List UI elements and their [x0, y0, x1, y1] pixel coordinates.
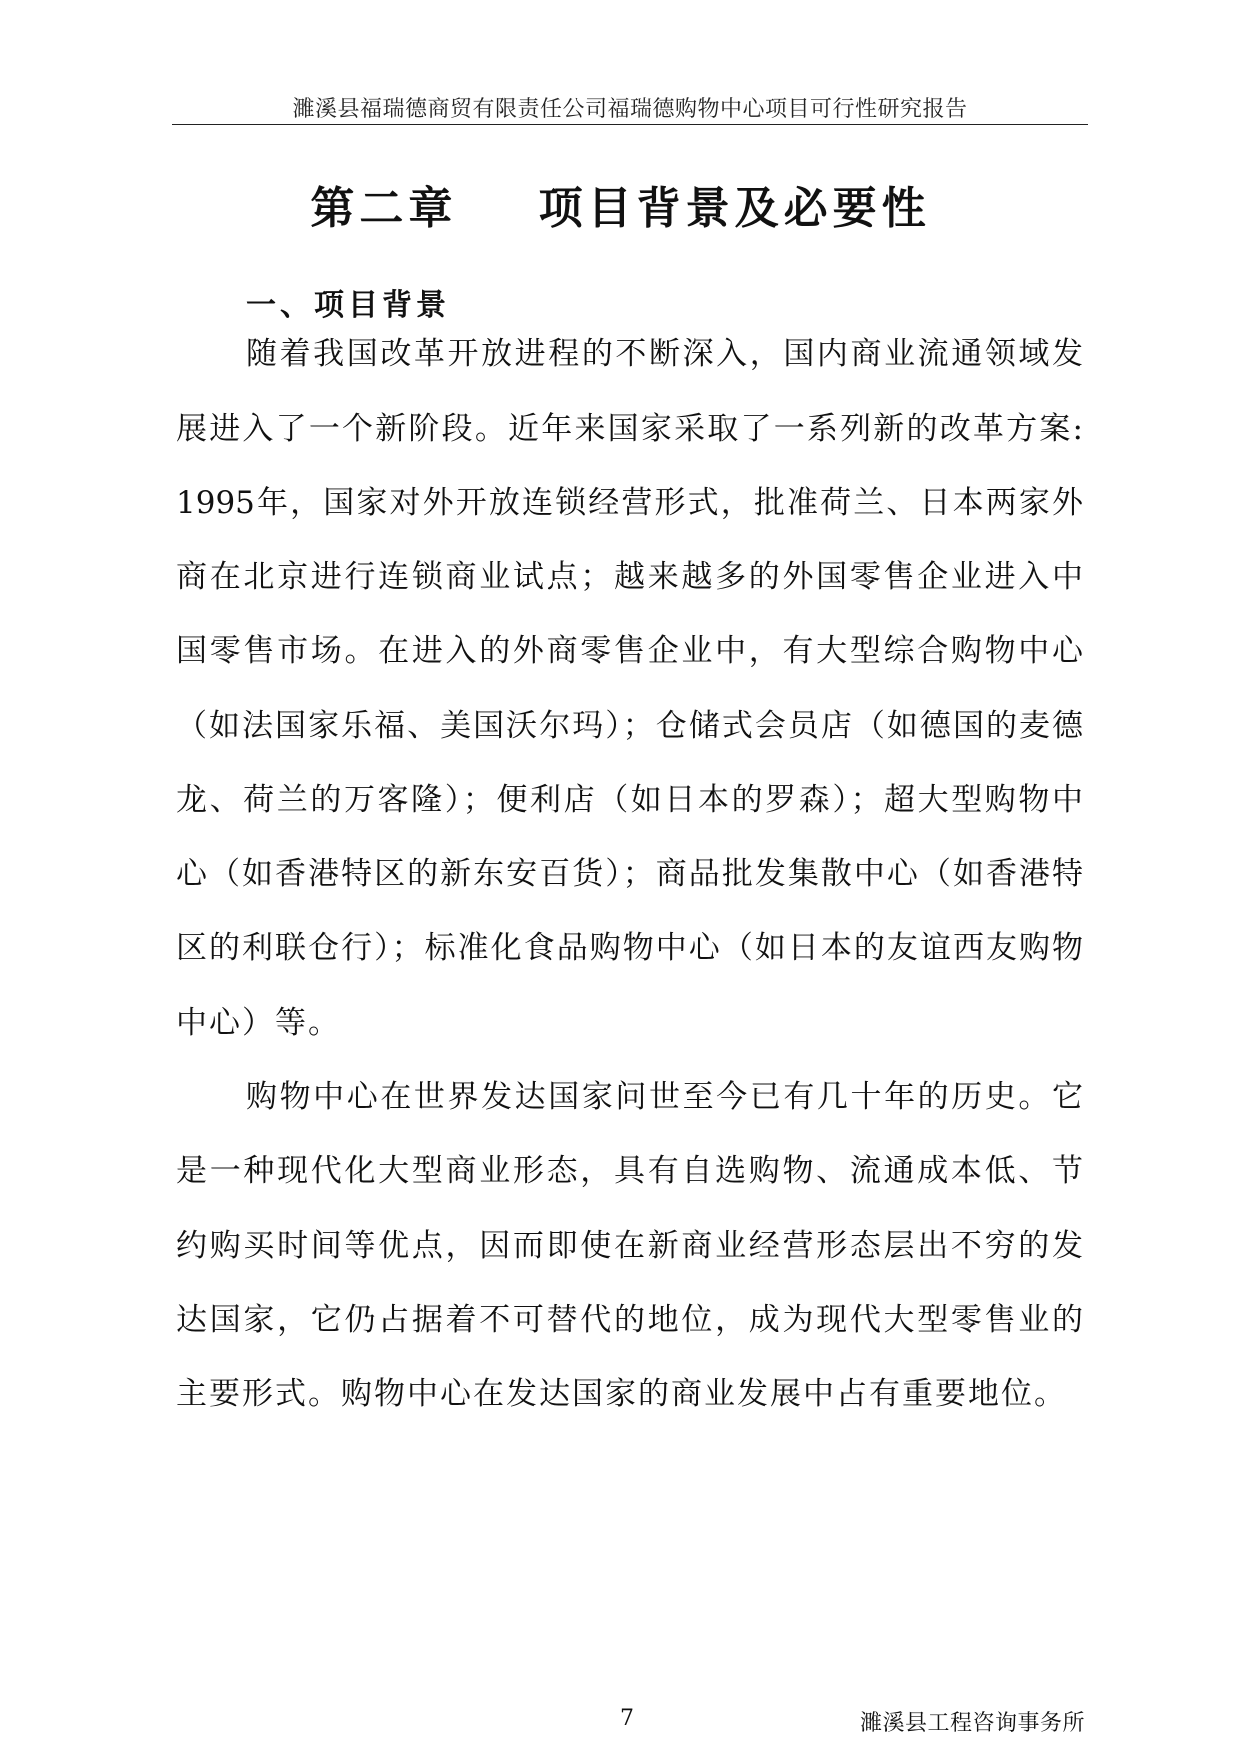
paragraph-line: 商在北京进行连锁商业试点；越来越多的外国零售企业进入中: [176, 559, 1083, 595]
header-divider: [172, 124, 1088, 125]
page-number: 7: [620, 1706, 634, 1731]
paragraph-line: 1995年，国家对外开放连锁经营形式，批准荷兰、日本两家外: [176, 485, 1083, 521]
paragraph-line: 展进入了一个新阶段。近年来国家采取了一系列新的改革方案:: [176, 411, 1083, 447]
running-header: 濉溪县福瑞德商贸有限责任公司福瑞德购物中心项目可行性研究报告: [292, 97, 968, 122]
paragraph-line: 是一种现代化大型商业形态，具有自选购物、流通成本低、节: [176, 1153, 1083, 1189]
paragraph-line: （如法国家乐福、美国沃尔玛）；仓储式会员店（如德国的麦德: [176, 708, 1083, 744]
paragraph-line: 龙、荷兰的万客隆）；便利店（如日本的罗森）；超大型购物中: [176, 782, 1083, 818]
paragraph-line: 国零售市场。在进入的外商零售企业中，有大型综合购物中心: [176, 633, 1083, 669]
paragraph-line: 随着我国改革开放进程的不断深入，国内商业流通领域发: [246, 336, 1083, 372]
paragraph-line: 达国家，它仍占据着不可替代的地位，成为现代大型零售业的: [176, 1302, 1083, 1338]
paragraph-line: 区的利联仓行）；标准化食品购物中心（如日本的友谊西友购物: [176, 930, 1083, 966]
paragraph-line: 主要形式。购物中心在发达国家的商业发展中占有重要地位。: [176, 1376, 1067, 1412]
footer-organization: 濉溪县工程咨询事务所: [859, 1711, 1085, 1736]
section-heading: 一、项目背景: [246, 288, 450, 323]
chapter-title: 第二章 项目背景及必要性: [310, 183, 931, 234]
paragraph-line: 购物中心在世界发达国家问世至今已有几十年的历史。它: [246, 1079, 1083, 1115]
paragraph-line: 中心）等。: [176, 1005, 341, 1041]
paragraph-line: 约购买时间等优点，因而即使在新商业经营形态层出不穷的发: [176, 1228, 1083, 1264]
paragraph-line: 心（如香港特区的新东安百货）；商品批发集散中心（如香港特: [176, 856, 1083, 892]
